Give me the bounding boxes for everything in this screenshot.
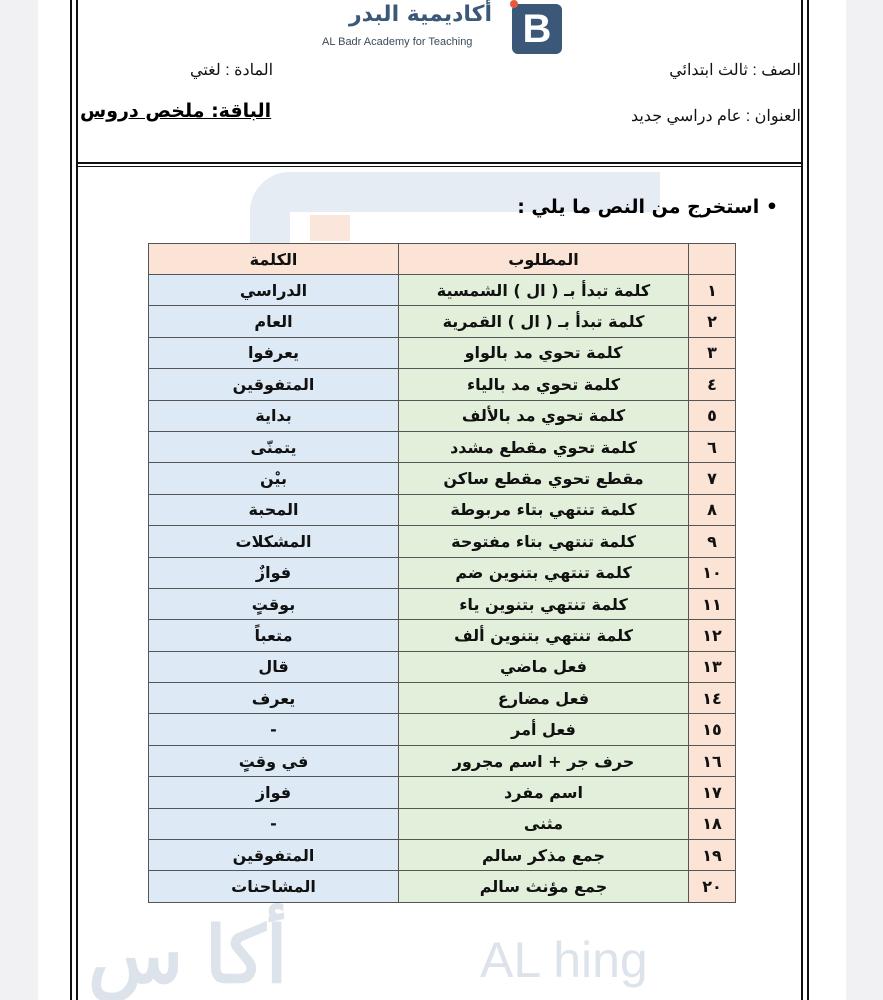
row-number: ١١ bbox=[689, 588, 736, 619]
row-required: مقطع تحوي مقطع ساكن bbox=[399, 463, 689, 494]
table-row bbox=[149, 714, 736, 745]
watermark-text: أكا س bbox=[88, 911, 288, 999]
border-line bbox=[76, 0, 78, 1000]
row-word: المتفوقين bbox=[149, 840, 399, 871]
table-row bbox=[149, 620, 736, 651]
border-line bbox=[801, 0, 803, 1000]
row-word: فوازٌ bbox=[149, 557, 399, 588]
row-required: اسم مفرد bbox=[399, 777, 689, 808]
header-word: الكلمة bbox=[149, 244, 399, 275]
border-line bbox=[70, 0, 72, 1000]
row-number: ٦ bbox=[689, 431, 736, 462]
row-required: كلمة تنتهي بتنوين ألف bbox=[399, 620, 689, 651]
row-number: ٩ bbox=[689, 526, 736, 557]
row-number: ١٣ bbox=[689, 651, 736, 682]
row-number: ١ bbox=[689, 275, 736, 306]
row-required: كلمة تبدأ بـ ( ال ) القمرية bbox=[399, 306, 689, 337]
row-number: ٧ bbox=[689, 463, 736, 494]
row-required: حرف جر + اسم مجرور bbox=[399, 745, 689, 776]
row-required: جمع مؤنث سالم bbox=[399, 871, 689, 902]
row-number: ١٤ bbox=[689, 683, 736, 714]
row-number: ٨ bbox=[689, 494, 736, 525]
row-word: يعرفوا bbox=[149, 337, 399, 368]
row-number: ١٠ bbox=[689, 557, 736, 588]
header-required: المطلوب bbox=[399, 244, 689, 275]
row-required: مثنى bbox=[399, 808, 689, 839]
row-word: - bbox=[149, 714, 399, 745]
header-number bbox=[689, 244, 736, 275]
logo-english: AL Badr Academy for Teaching bbox=[322, 36, 473, 48]
row-word: يتمنّى bbox=[149, 431, 399, 462]
table-row bbox=[149, 777, 736, 808]
row-number: ١٦ bbox=[689, 745, 736, 776]
border-line bbox=[807, 0, 809, 1000]
table-row bbox=[149, 526, 736, 557]
table-row bbox=[149, 808, 736, 839]
row-required: كلمة تحوي مقطع مشدد bbox=[399, 431, 689, 462]
subject-label: المادة : لغتي bbox=[190, 62, 274, 79]
logo-dot-icon bbox=[510, 0, 518, 8]
package-label: الباقة: ملخص دروس bbox=[80, 100, 272, 122]
table-row bbox=[149, 431, 736, 462]
row-number: ٥ bbox=[689, 400, 736, 431]
title-label: العنوان : عام دراسي جديد bbox=[630, 108, 801, 125]
row-number: ١٥ bbox=[689, 714, 736, 745]
table-row bbox=[149, 494, 736, 525]
row-number: ٢٠ bbox=[689, 871, 736, 902]
row-required: كلمة تنتهي بتاء مربوطة bbox=[399, 494, 689, 525]
row-word: يعرف bbox=[149, 683, 399, 714]
logo-b-icon: B bbox=[512, 4, 562, 54]
table-row bbox=[149, 557, 736, 588]
row-word: الدراسي bbox=[149, 275, 399, 306]
table-row bbox=[149, 400, 736, 431]
row-number: ١٨ bbox=[689, 808, 736, 839]
answers-table bbox=[148, 243, 736, 903]
row-required: كلمة تنتهي بتاء مفتوحة bbox=[399, 526, 689, 557]
logo-arabic: أكاديمية البدر bbox=[348, 2, 492, 27]
header-divider bbox=[76, 166, 803, 167]
table-row bbox=[149, 745, 736, 776]
row-word: فواز bbox=[149, 777, 399, 808]
watermark-text-en: AL hing bbox=[480, 932, 648, 988]
row-number: ١٩ bbox=[689, 840, 736, 871]
table-row bbox=[149, 306, 736, 337]
table-row bbox=[149, 337, 736, 368]
row-number: ٣ bbox=[689, 337, 736, 368]
row-word: المشكلات bbox=[149, 526, 399, 557]
row-word: متعباً bbox=[149, 620, 399, 651]
row-required: فعل مضارع bbox=[399, 683, 689, 714]
row-number: ٤ bbox=[689, 369, 736, 400]
academy-logo bbox=[322, 0, 562, 58]
instruction: • استخرج من النص ما يلي : bbox=[517, 196, 778, 218]
table-row bbox=[149, 275, 736, 306]
row-required: كلمة تحوي مد بالواو bbox=[399, 337, 689, 368]
row-number: ١٢ bbox=[689, 620, 736, 651]
row-required: كلمة تحوي مد بالألف bbox=[399, 400, 689, 431]
table-row bbox=[149, 463, 736, 494]
row-word: في وقتٍ bbox=[149, 745, 399, 776]
row-word: العام bbox=[149, 306, 399, 337]
row-word: المشاحنات bbox=[149, 871, 399, 902]
row-number: ١٧ bbox=[689, 777, 736, 808]
row-word: بيْن bbox=[149, 463, 399, 494]
row-word: - bbox=[149, 808, 399, 839]
table-row bbox=[149, 651, 736, 682]
row-required: فعل أمر bbox=[399, 714, 689, 745]
table-row bbox=[149, 683, 736, 714]
row-word: قال bbox=[149, 651, 399, 682]
table-row bbox=[149, 871, 736, 902]
table-row bbox=[149, 840, 736, 871]
row-word: بوقتٍ bbox=[149, 588, 399, 619]
table-row bbox=[149, 369, 736, 400]
row-required: جمع مذكر سالم bbox=[399, 840, 689, 871]
grade-label: الصف : ثالث ابتدائي bbox=[669, 62, 801, 79]
row-required: كلمة تبدأ بـ ( ال ) الشمسية bbox=[399, 275, 689, 306]
row-required: كلمة تنتهي بتنوين ضم bbox=[399, 557, 689, 588]
table-row bbox=[149, 588, 736, 619]
row-required: كلمة تنتهي بتنوين ياء bbox=[399, 588, 689, 619]
row-word: بداية bbox=[149, 400, 399, 431]
row-word: المحبة bbox=[149, 494, 399, 525]
row-number: ٢ bbox=[689, 306, 736, 337]
row-word: المتفوقين bbox=[149, 369, 399, 400]
row-required: فعل ماضي bbox=[399, 651, 689, 682]
row-required: كلمة تحوي مد بالياء bbox=[399, 369, 689, 400]
watermark-logo-accent bbox=[310, 215, 350, 241]
header-divider bbox=[76, 162, 803, 164]
